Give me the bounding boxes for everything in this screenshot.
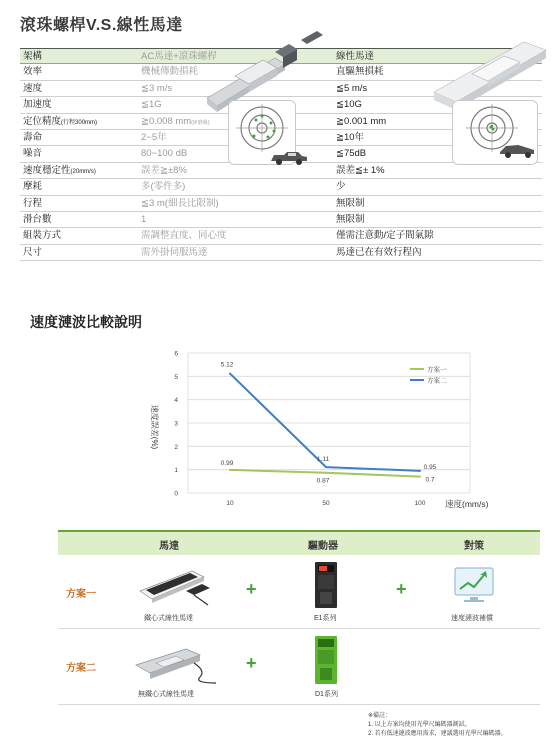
- plan-label: 方案二: [66, 663, 96, 674]
- plan-motor-caption: 無鐵心式線性馬達: [138, 691, 194, 698]
- y-axis-label: 速度誤差(%): [150, 404, 159, 450]
- y-tick-label: 6: [174, 350, 178, 358]
- data-label: 0.99: [220, 459, 234, 467]
- ballscrew-value: 80~100 dB: [141, 148, 188, 160]
- ballscrew-value: 需調整直度、同心度: [141, 230, 227, 242]
- data-label: 1.11: [316, 456, 330, 464]
- linear-motor-value: 誤差≦± 1%: [336, 164, 385, 176]
- notes-title: ※備註：: [368, 713, 392, 719]
- data-label: 0.95: [423, 463, 437, 471]
- header-motor: 馬達: [159, 541, 179, 552]
- linear-motor-value: 無限制: [336, 213, 365, 225]
- ballscrew-value: ≧0.008 mm(研磨級): [141, 115, 210, 127]
- ballscrew-value: 多(零件多): [141, 181, 186, 193]
- header-strategy: 對策: [464, 541, 484, 552]
- comparison-row: [20, 228, 542, 244]
- plus-icon: +: [246, 653, 257, 673]
- spec-name: 定位精度(行程300mm): [23, 115, 98, 127]
- data-point: [419, 470, 421, 472]
- linear-motor-value: 馬達已在有效行程內: [336, 246, 422, 258]
- spec-name: 摩耗: [23, 181, 43, 193]
- plan-driver-caption: E1系列: [314, 615, 337, 622]
- linear-motor-value: ≦10G: [336, 99, 362, 111]
- data-label: 0.7: [425, 476, 435, 484]
- comparison-row: [20, 196, 542, 212]
- spec-name: 尺寸: [23, 246, 43, 258]
- series-line: [230, 470, 420, 477]
- note-item-1: 1. 以上方案均使用光學尺編碼器測試。: [368, 722, 471, 728]
- plus-icon: +: [396, 579, 407, 599]
- plan-row-1: [58, 555, 540, 629]
- y-tick-label: 2: [174, 443, 178, 451]
- accuracy-target-icon-linear: [452, 100, 538, 166]
- plan-driver-caption: D1系列: [315, 691, 338, 698]
- linear-motor-value: 無限制: [336, 197, 365, 209]
- spec-name: 噪音: [23, 148, 43, 160]
- linear-motor-value: 直驅無損耗: [336, 66, 384, 78]
- x-tick-label: 50: [322, 500, 330, 507]
- notes: [368, 712, 507, 739]
- e1-driver-image: [314, 561, 338, 609]
- linear-motor-value: ≦5 m/s: [336, 82, 368, 94]
- spec-name: 速度: [23, 82, 43, 94]
- ballscrew-value: 2~5年: [141, 131, 167, 143]
- legend-label: 方案一: [427, 366, 447, 374]
- data-label: 0.87: [316, 477, 330, 485]
- ballscrew-value: 機械傳動損耗: [141, 66, 199, 78]
- linear-motor-value: ≦75dB: [336, 148, 367, 160]
- spec-name: 滑台數: [23, 213, 52, 225]
- y-tick-label: 4: [174, 397, 178, 405]
- y-tick-label: 5: [174, 373, 178, 381]
- data-point: [419, 476, 421, 478]
- x-tick-label: 10: [226, 500, 234, 507]
- solutions-header: [58, 530, 540, 555]
- data-label: 5.12: [220, 361, 234, 369]
- plus-icon: +: [246, 579, 257, 599]
- plan-motor-caption: 鐵心式線性馬達: [144, 615, 193, 622]
- legend-label: 方案二: [427, 377, 447, 385]
- d1-driver-image: [314, 635, 338, 685]
- ripple-compensation-icon: [454, 565, 494, 605]
- spec-name: 行程: [23, 197, 43, 209]
- comparison-row: [20, 179, 542, 195]
- header-linear-motor: 線性馬達: [336, 51, 375, 62]
- header-driver: 驅動器: [308, 541, 338, 552]
- header-ballscrew: AC馬達+滾珠螺桿: [141, 51, 217, 62]
- ballscrew-value: ≦1G: [141, 99, 162, 111]
- ballscrew-value: ≦3 m/s: [141, 82, 173, 94]
- car-icon: [268, 150, 310, 166]
- y-tick-label: 0: [174, 490, 178, 498]
- linear-motor-value: ≧10年: [336, 131, 365, 143]
- plan-strategy-caption: 速度漣波補償: [451, 615, 493, 622]
- data-point: [229, 469, 231, 471]
- data-point: [229, 373, 231, 375]
- x-axis-label: 速度(mm/s): [445, 499, 489, 509]
- x-tick-label: 100: [414, 500, 426, 507]
- note-item-2: 2. 若有低速漣波應用需求，建議選用光學尺編碼器。: [368, 731, 507, 737]
- ballscrew-value: 需外掛伺服馬達: [141, 246, 208, 258]
- section-title: 速度漣波比較說明: [30, 314, 142, 330]
- y-tick-label: 3: [174, 420, 178, 428]
- linear-motor-value: 僅需注意動/定子間氣隙: [336, 230, 434, 242]
- plan-row-2: [58, 629, 540, 705]
- ironless-motor-image: [134, 643, 218, 687]
- data-point: [325, 472, 327, 474]
- comparison-row: [20, 212, 542, 228]
- linear-motor-value: ≧0.001 mm: [336, 115, 387, 127]
- spec-name: 組裝方式: [23, 230, 62, 242]
- spec-name: 加速度: [23, 99, 52, 111]
- ballscrew-value: 1: [141, 213, 147, 225]
- spec-name: 效率: [23, 66, 43, 78]
- page-title: 滾珠螺桿V.S.線性馬達: [20, 17, 183, 34]
- header-structure: 架構: [23, 51, 43, 62]
- y-tick-label: 1: [174, 467, 178, 475]
- ballscrew-value: 誤差≧±8%: [141, 164, 187, 176]
- velocity-ripple-chart: [140, 345, 540, 515]
- plan-label: 方案一: [66, 589, 96, 600]
- solutions-table: [58, 530, 540, 705]
- iron-core-motor-image: [138, 565, 210, 609]
- comparison-row: [20, 245, 542, 261]
- ballscrew-value: ≦3 m(細長比限制): [141, 197, 219, 209]
- spec-name: 速度穩定性(20mm/s): [23, 164, 96, 176]
- data-point: [325, 466, 327, 468]
- linear-motor-value: 少: [336, 181, 346, 193]
- spec-name: 壽命: [23, 131, 43, 143]
